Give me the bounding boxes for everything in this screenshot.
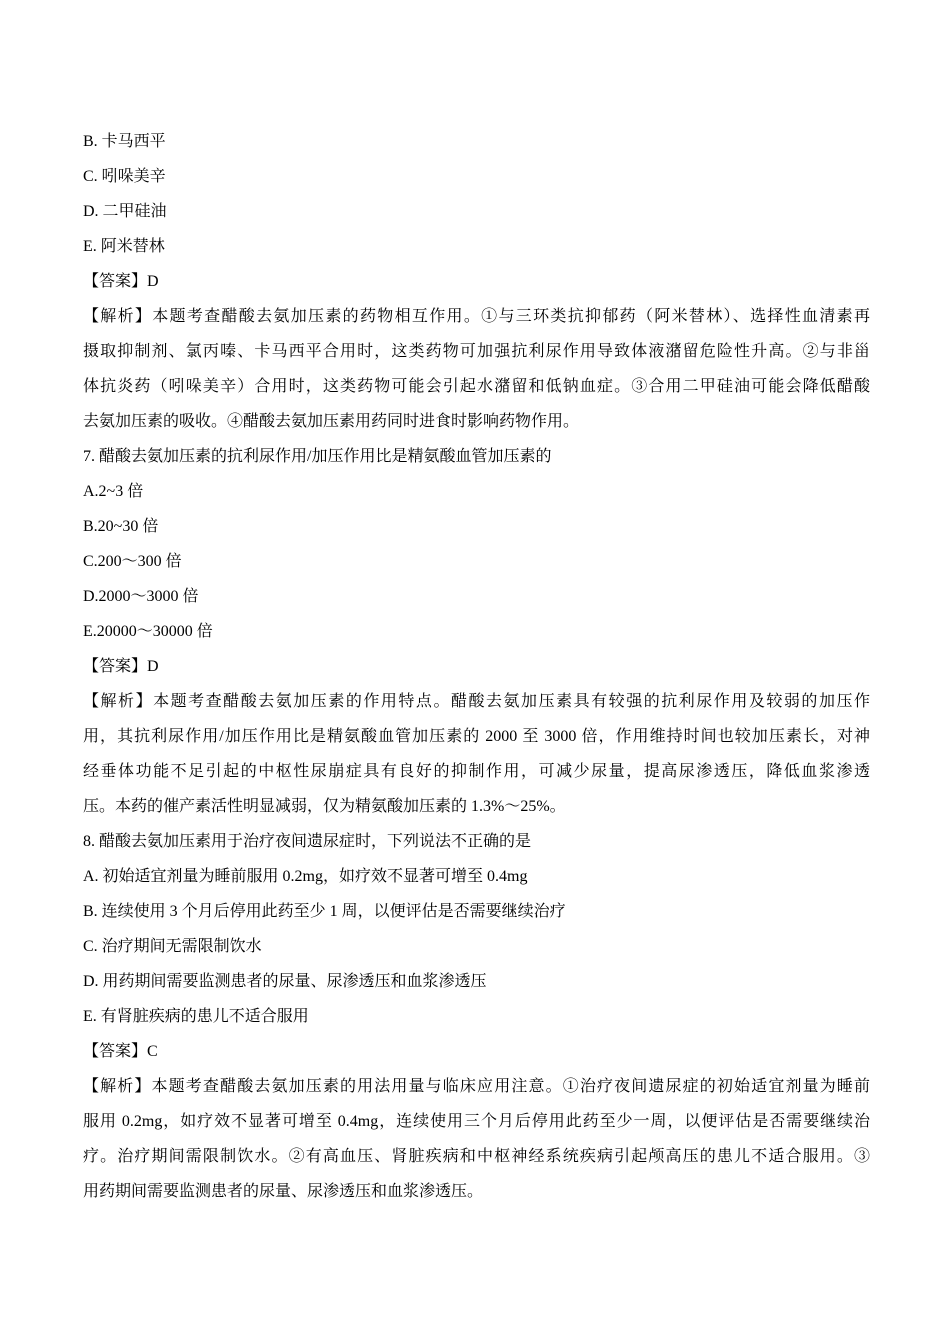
option-line: D. 用药期间需要监测患者的尿量、尿渗透压和血浆渗透压 xyxy=(83,973,487,990)
option-line: E.20000～30000 倍 xyxy=(83,623,213,640)
analysis-line: 【解析】本题考查醋酸去氨加压素的作用特点。醋酸去氨加压素具有较强的抗利尿作用及较弱的加压作 xyxy=(83,693,870,710)
analysis-line: 去氨加压素的吸收。④醋酸去氨加压素用药同时进食时影响药物作用。 xyxy=(83,413,580,430)
option-line: A.2~3 倍 xyxy=(83,483,144,500)
option-line: D. 二甲硅油 xyxy=(83,203,167,220)
question-stem: 7. 醋酸去氨加压素的抗利尿作用/加压作用比是精氨酸血管加压素的 xyxy=(83,448,552,465)
option-line: D.2000～3000 倍 xyxy=(83,588,199,605)
answer-line: 【答案】C xyxy=(83,1043,158,1060)
option-line: B. 连续使用 3 个月后停用此药至少 1 周，以便评估是否需要继续治疗 xyxy=(83,903,566,920)
option-line: E. 阿米替林 xyxy=(83,238,165,255)
option-line: C.200～300 倍 xyxy=(83,553,182,570)
analysis-line: 经垂体功能不足引起的中枢性尿崩症具有良好的抑制作用，可减少尿量，提高尿渗透压，降低血浆渗透 xyxy=(83,763,870,780)
question-stem: 8. 醋酸去氨加压素用于治疗夜间遗尿症时，下列说法不正确的是 xyxy=(83,833,532,850)
option-line: C. 治疗期间无需限制饮水 xyxy=(83,938,262,955)
analysis-line: 压。本药的催产素活性明显减弱，仅为精氨酸加压素的 1.3%～25%。 xyxy=(83,798,566,815)
analysis-line: 【解析】本题考查醋酸去氨加压素的药物相互作用。①与三环类抗抑郁药（阿米替林）、选择性血清素再 xyxy=(83,308,870,325)
document-page xyxy=(83,124,870,1209)
answer-line: 【答案】D xyxy=(83,273,159,290)
option-line: A. 初始适宜剂量为睡前服用 0.2mg，如疗效不显著可增至 0.4mg xyxy=(83,868,528,885)
option-line: C. 吲哚美辛 xyxy=(83,168,166,185)
option-line: E. 有肾脏疾病的患儿不适合服用 xyxy=(83,1008,309,1025)
analysis-line: 体抗炎药（吲哚美辛）合用时，这类药物可能会引起水潴留和低钠血症。③合用二甲硅油可能会降低醋酸 xyxy=(83,378,870,395)
answer-line: 【答案】D xyxy=(83,658,159,675)
analysis-line: 疗。治疗期间需限制饮水。②有高血压、肾脏疾病和中枢神经系统疾病引起颅高压的患儿不适合服用。③ xyxy=(83,1148,870,1165)
analysis-line: 摄取抑制剂、氯丙嗪、卡马西平合用时，这类药物可加强抗利尿作用导致体液潴留危险性升高。②与非甾 xyxy=(83,343,870,360)
analysis-line: 用药期间需要监测患者的尿量、尿渗透压和血浆渗透压。 xyxy=(83,1183,484,1200)
option-line: B.20~30 倍 xyxy=(83,518,159,535)
analysis-line: 服用 0.2mg，如疗效不显著可增至 0.4mg，连续使用三个月后停用此药至少一周，以便评估是否需要继续治 xyxy=(83,1113,870,1130)
analysis-line: 用，其抗利尿作用/加压作用比是精氨酸血管加压素的 2000 至 3000 倍，作用维持时间也较加压素长，对神 xyxy=(83,728,870,745)
analysis-line: 【解析】本题考查醋酸去氨加压素的用法用量与临床应用注意。①治疗夜间遗尿症的初始适宜剂量为睡前 xyxy=(83,1078,870,1095)
option-line: B. 卡马西平 xyxy=(83,133,166,150)
